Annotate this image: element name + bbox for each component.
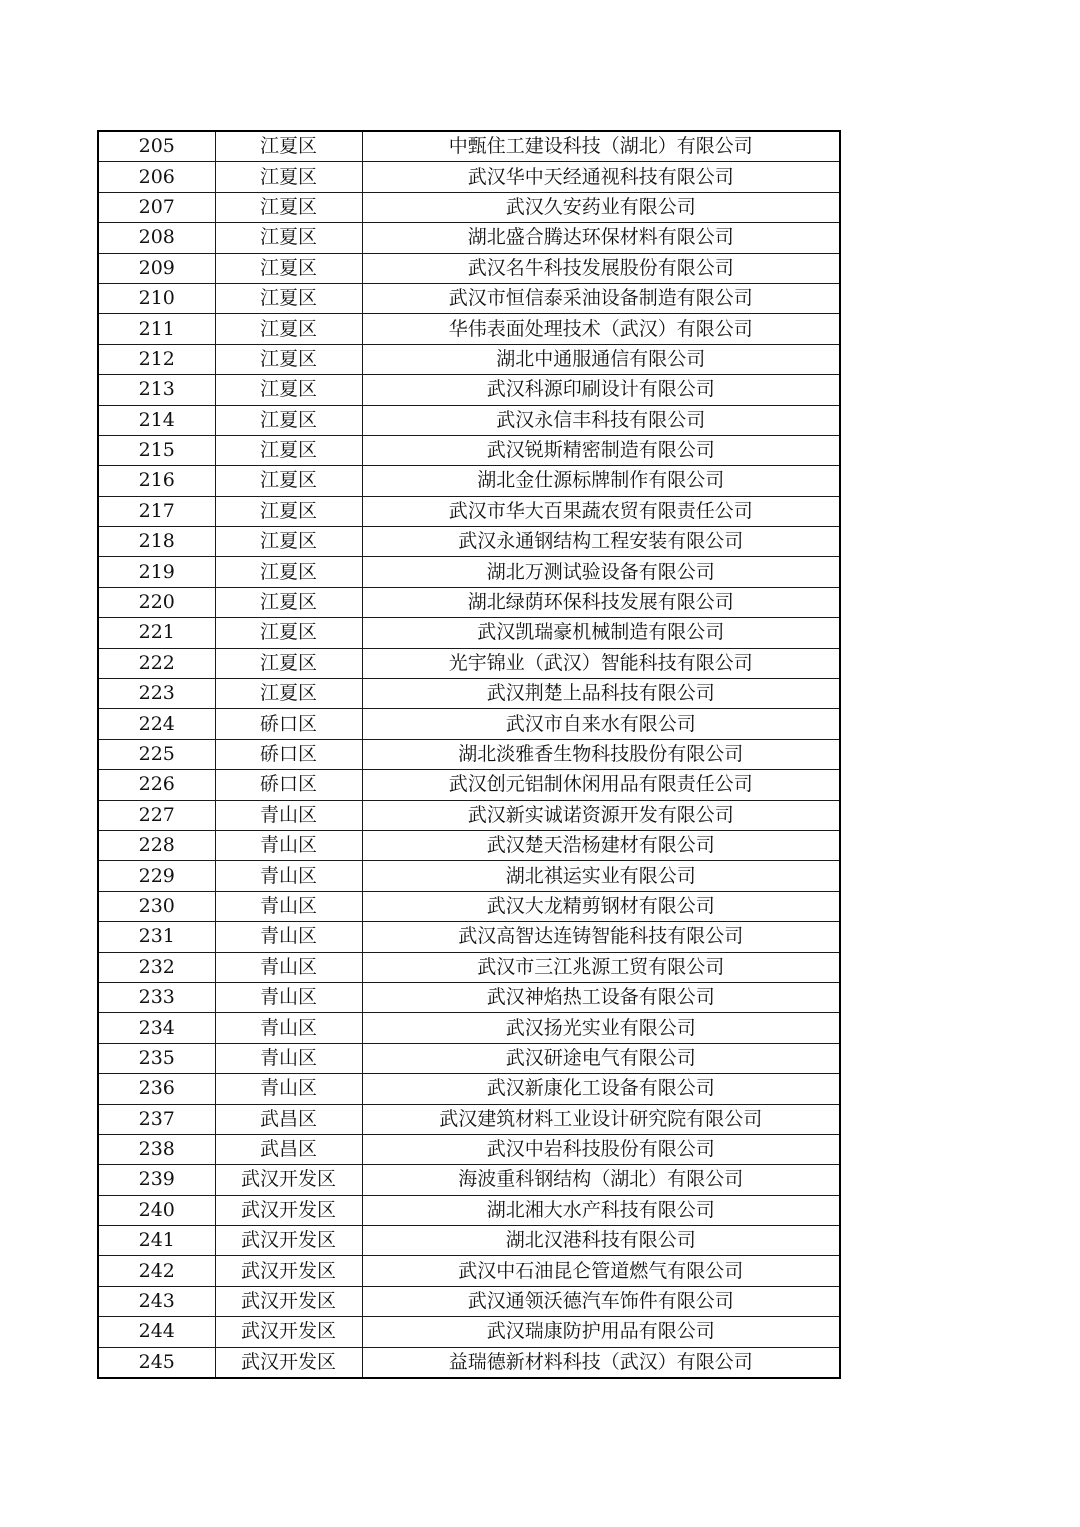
table-row [98, 162, 840, 192]
row-number-cell: 230 [98, 891, 215, 921]
row-number-cell: 239 [98, 1165, 215, 1195]
district-cell: 江夏区 [215, 131, 362, 162]
company-name-cell: 中甄住工建设科技（湖北）有限公司 [362, 131, 840, 162]
row-number-cell: 243 [98, 1286, 215, 1316]
district-cell: 硚口区 [215, 770, 362, 800]
company-name-cell: 武汉凯瑞豪机械制造有限公司 [362, 618, 840, 648]
row-number-cell: 225 [98, 739, 215, 769]
table-row [98, 679, 840, 709]
district-cell: 青山区 [215, 922, 362, 952]
district-cell: 武昌区 [215, 1134, 362, 1164]
district-cell: 武汉开发区 [215, 1286, 362, 1316]
table-row [98, 1226, 840, 1256]
district-cell: 江夏区 [215, 435, 362, 465]
table-row [98, 618, 840, 648]
district-cell: 武汉开发区 [215, 1347, 362, 1378]
company-name-cell: 武汉锐斯精密制造有限公司 [362, 435, 840, 465]
row-number-cell: 211 [98, 314, 215, 344]
company-name-cell: 益瑞德新材料科技（武汉）有限公司 [362, 1347, 840, 1378]
company-name-cell: 武汉新实诚诺资源开发有限公司 [362, 800, 840, 830]
district-cell: 江夏区 [215, 253, 362, 283]
district-cell: 江夏区 [215, 162, 362, 192]
table-row [98, 648, 840, 678]
company-name-cell: 武汉新康化工设备有限公司 [362, 1074, 840, 1104]
table-row [98, 192, 840, 222]
table-row [98, 1043, 840, 1073]
company-name-cell: 武汉研途电气有限公司 [362, 1043, 840, 1073]
table-row [98, 739, 840, 769]
row-number-cell: 223 [98, 679, 215, 709]
row-number-cell: 226 [98, 770, 215, 800]
row-number-cell: 245 [98, 1347, 215, 1378]
table-row [98, 891, 840, 921]
table-row [98, 1074, 840, 1104]
company-name-cell: 武汉永通钢结构工程安装有限公司 [362, 527, 840, 557]
row-number-cell: 205 [98, 131, 215, 162]
district-cell: 江夏区 [215, 557, 362, 587]
district-cell: 江夏区 [215, 375, 362, 405]
table-row [98, 1165, 840, 1195]
company-name-cell: 湖北中通服通信有限公司 [362, 344, 840, 374]
company-name-cell: 武汉华中天经通视科技有限公司 [362, 162, 840, 192]
table-row [98, 800, 840, 830]
district-cell: 江夏区 [215, 527, 362, 557]
table-row [98, 435, 840, 465]
row-number-cell: 233 [98, 982, 215, 1012]
district-cell: 江夏区 [215, 192, 362, 222]
row-number-cell: 221 [98, 618, 215, 648]
company-name-cell: 武汉扬光实业有限公司 [362, 1013, 840, 1043]
company-name-cell: 武汉市华大百果蔬农贸有限责任公司 [362, 496, 840, 526]
district-cell: 武昌区 [215, 1104, 362, 1134]
table-row [98, 1347, 840, 1378]
company-name-cell: 光宇锦业（武汉）智能科技有限公司 [362, 648, 840, 678]
company-list-table [97, 130, 841, 1379]
row-number-cell: 217 [98, 496, 215, 526]
row-number-cell: 212 [98, 344, 215, 374]
district-cell: 武汉开发区 [215, 1226, 362, 1256]
company-name-cell: 武汉创元铝制休闲用品有限责任公司 [362, 770, 840, 800]
row-number-cell: 219 [98, 557, 215, 587]
row-number-cell: 241 [98, 1226, 215, 1256]
district-cell: 青山区 [215, 1043, 362, 1073]
table-row [98, 1317, 840, 1347]
row-number-cell: 236 [98, 1074, 215, 1104]
row-number-cell: 206 [98, 162, 215, 192]
company-name-cell: 武汉高智达连铸智能科技有限公司 [362, 922, 840, 952]
district-cell: 江夏区 [215, 466, 362, 496]
row-number-cell: 229 [98, 861, 215, 891]
table-row [98, 1195, 840, 1225]
company-name-cell: 湖北祺运实业有限公司 [362, 861, 840, 891]
row-number-cell: 210 [98, 283, 215, 313]
district-cell: 武汉开发区 [215, 1317, 362, 1347]
table-row [98, 1286, 840, 1316]
district-cell: 江夏区 [215, 648, 362, 678]
district-cell: 硚口区 [215, 709, 362, 739]
row-number-cell: 240 [98, 1195, 215, 1225]
row-number-cell: 209 [98, 253, 215, 283]
table-row [98, 405, 840, 435]
table-row [98, 861, 840, 891]
district-cell: 硚口区 [215, 739, 362, 769]
row-number-cell: 218 [98, 527, 215, 557]
table-row [98, 466, 840, 496]
company-name-cell: 武汉瑞康防护用品有限公司 [362, 1317, 840, 1347]
row-number-cell: 235 [98, 1043, 215, 1073]
row-number-cell: 228 [98, 830, 215, 860]
district-cell: 武汉开发区 [215, 1165, 362, 1195]
company-name-cell: 武汉神焰热工设备有限公司 [362, 982, 840, 1012]
row-number-cell: 238 [98, 1134, 215, 1164]
district-cell: 武汉开发区 [215, 1256, 362, 1286]
table-row [98, 1104, 840, 1134]
table-row [98, 375, 840, 405]
table-row [98, 527, 840, 557]
company-name-cell: 华伟表面处理技术（武汉）有限公司 [362, 314, 840, 344]
table-row [98, 830, 840, 860]
district-cell: 江夏区 [215, 587, 362, 617]
company-name-cell: 湖北湘大水产科技有限公司 [362, 1195, 840, 1225]
table-row [98, 1013, 840, 1043]
company-name-cell: 武汉荆楚上品科技有限公司 [362, 679, 840, 709]
company-name-cell: 武汉通领沃德汽车饰件有限公司 [362, 1286, 840, 1316]
table-body [98, 131, 840, 1378]
row-number-cell: 244 [98, 1317, 215, 1347]
company-name-cell: 武汉大龙精剪钢材有限公司 [362, 891, 840, 921]
company-name-cell: 武汉中石油昆仑管道燃气有限公司 [362, 1256, 840, 1286]
company-name-cell: 武汉楚天浩杨建材有限公司 [362, 830, 840, 860]
row-number-cell: 213 [98, 375, 215, 405]
table-row [98, 557, 840, 587]
company-name-cell: 武汉建筑材料工业设计研究院有限公司 [362, 1104, 840, 1134]
district-cell: 江夏区 [215, 283, 362, 313]
district-cell: 江夏区 [215, 679, 362, 709]
district-cell: 青山区 [215, 1013, 362, 1043]
table-row [98, 587, 840, 617]
company-name-cell: 湖北汉港科技有限公司 [362, 1226, 840, 1256]
district-cell: 青山区 [215, 830, 362, 860]
row-number-cell: 208 [98, 223, 215, 253]
district-cell: 江夏区 [215, 314, 362, 344]
row-number-cell: 222 [98, 648, 215, 678]
company-name-cell: 海波重科钢结构（湖北）有限公司 [362, 1165, 840, 1195]
table-row [98, 1256, 840, 1286]
table-row [98, 223, 840, 253]
row-number-cell: 214 [98, 405, 215, 435]
district-cell: 青山区 [215, 1074, 362, 1104]
district-cell: 江夏区 [215, 223, 362, 253]
company-name-cell: 武汉久安药业有限公司 [362, 192, 840, 222]
company-name-cell: 武汉市恒信泰采油设备制造有限公司 [362, 283, 840, 313]
company-name-cell: 湖北淡雅香生物科技股份有限公司 [362, 739, 840, 769]
row-number-cell: 234 [98, 1013, 215, 1043]
row-number-cell: 232 [98, 952, 215, 982]
company-name-cell: 武汉市自来水有限公司 [362, 709, 840, 739]
district-cell: 江夏区 [215, 344, 362, 374]
table-row [98, 253, 840, 283]
company-name-cell: 湖北盛合腾达环保材料有限公司 [362, 223, 840, 253]
district-cell: 青山区 [215, 891, 362, 921]
row-number-cell: 207 [98, 192, 215, 222]
district-cell: 江夏区 [215, 405, 362, 435]
district-cell: 江夏区 [215, 496, 362, 526]
company-name-cell: 湖北绿荫环保科技发展有限公司 [362, 587, 840, 617]
row-number-cell: 216 [98, 466, 215, 496]
company-name-cell: 湖北万测试验设备有限公司 [362, 557, 840, 587]
row-number-cell: 237 [98, 1104, 215, 1134]
table-row [98, 496, 840, 526]
company-name-cell: 武汉名牛科技发展股份有限公司 [362, 253, 840, 283]
district-cell: 青山区 [215, 982, 362, 1012]
company-name-cell: 武汉中岩科技股份有限公司 [362, 1134, 840, 1164]
table-row [98, 283, 840, 313]
row-number-cell: 224 [98, 709, 215, 739]
table-row [98, 1134, 840, 1164]
row-number-cell: 220 [98, 587, 215, 617]
table-row [98, 982, 840, 1012]
row-number-cell: 215 [98, 435, 215, 465]
district-cell: 青山区 [215, 952, 362, 982]
row-number-cell: 242 [98, 1256, 215, 1286]
table-row [98, 344, 840, 374]
table-row [98, 314, 840, 344]
table-row [98, 709, 840, 739]
company-name-cell: 武汉市三江兆源工贸有限公司 [362, 952, 840, 982]
row-number-cell: 231 [98, 922, 215, 952]
company-name-cell: 武汉永信丰科技有限公司 [362, 405, 840, 435]
table-row [98, 131, 840, 162]
row-number-cell: 227 [98, 800, 215, 830]
company-name-cell: 武汉科源印刷设计有限公司 [362, 375, 840, 405]
district-cell: 武汉开发区 [215, 1195, 362, 1225]
company-name-cell: 湖北金仕源标牌制作有限公司 [362, 466, 840, 496]
district-cell: 江夏区 [215, 618, 362, 648]
table-row [98, 770, 840, 800]
table-row [98, 952, 840, 982]
table-row [98, 922, 840, 952]
district-cell: 青山区 [215, 800, 362, 830]
district-cell: 青山区 [215, 861, 362, 891]
